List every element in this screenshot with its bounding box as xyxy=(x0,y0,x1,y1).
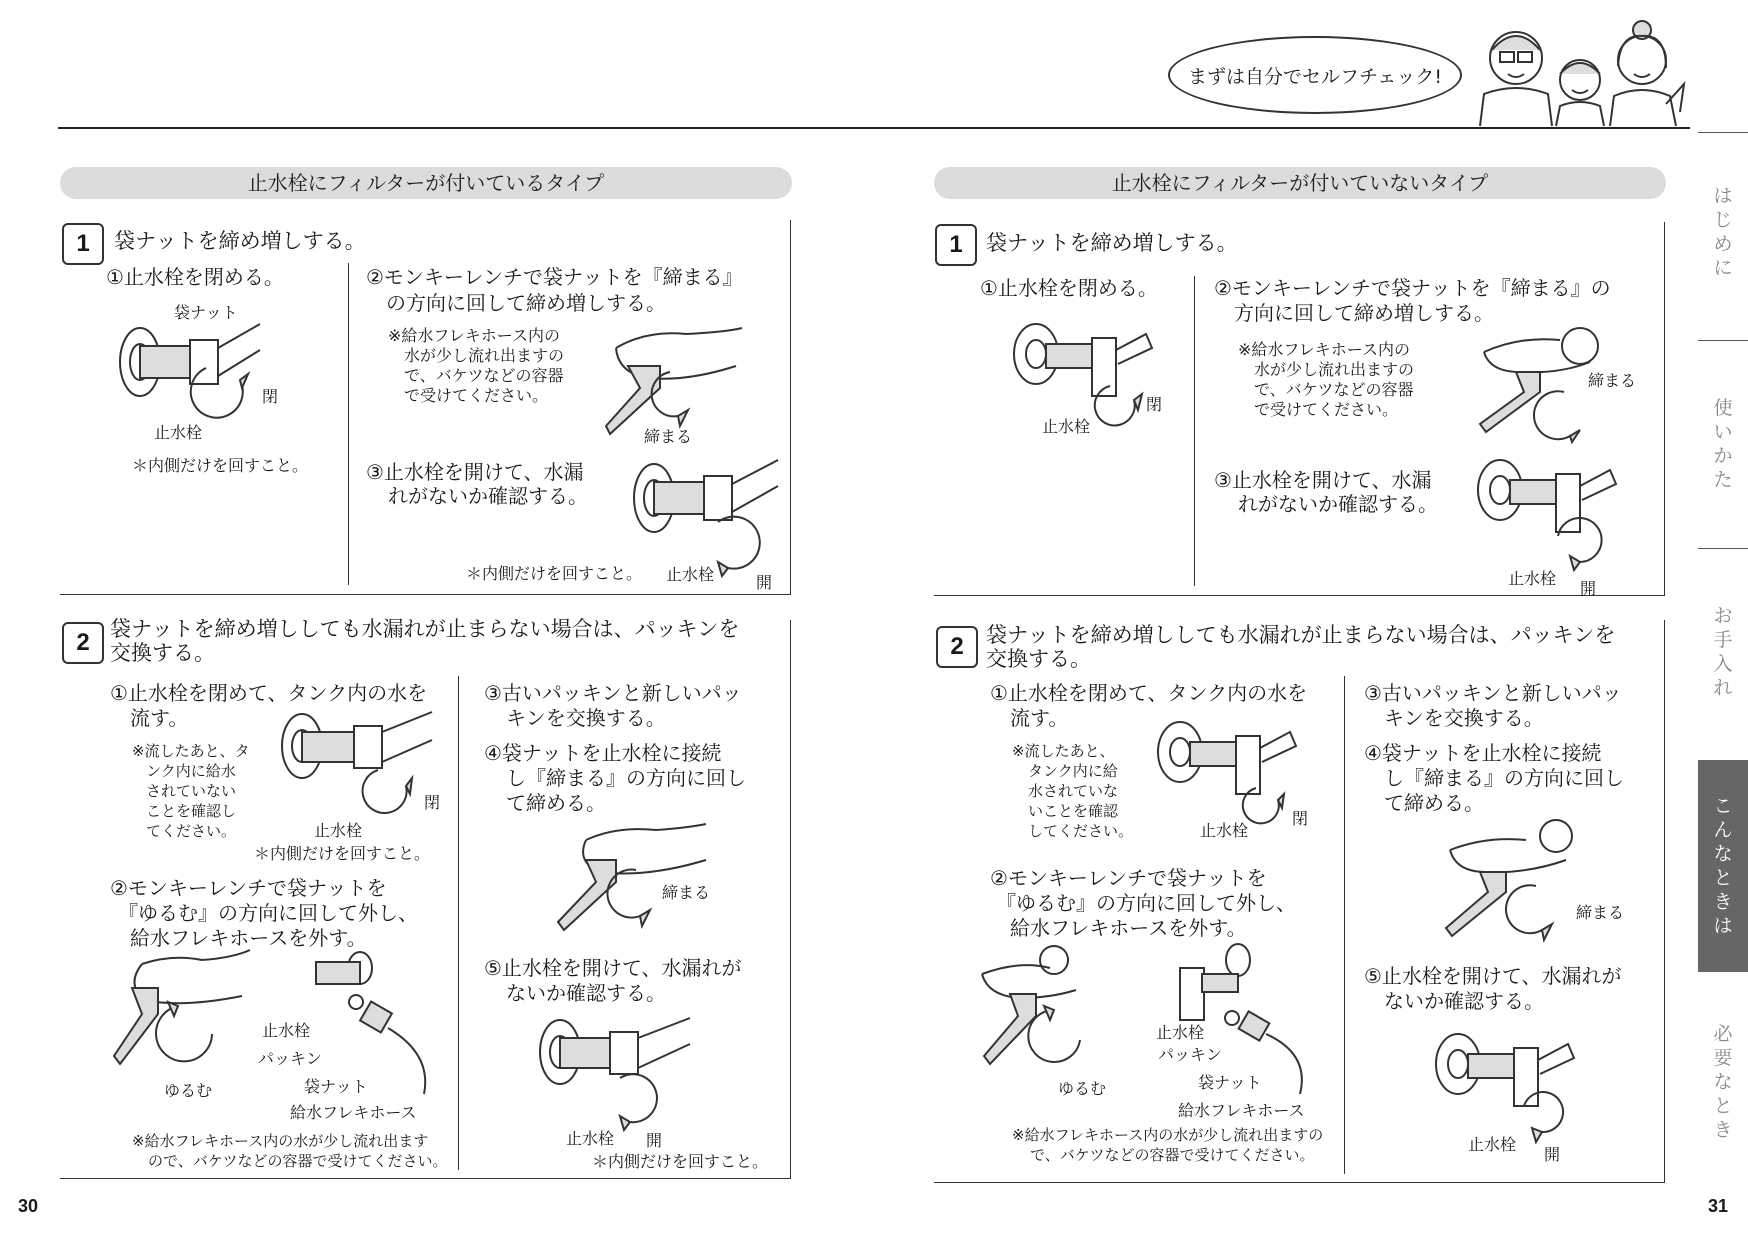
right-s2-b-lbl-hose: 給水フレキホース xyxy=(1178,1101,1305,1120)
right-s2-b-note1: ※給水フレキホース内の水が少し流れ出ますの xyxy=(1012,1126,1324,1144)
valve-close-illustration-2 xyxy=(272,706,442,816)
left-s2-a-note-3: されていない xyxy=(146,782,237,800)
valve-open-nofilter-illustration-2 xyxy=(1428,1030,1578,1150)
right-step2-number: 2 xyxy=(936,626,978,668)
left-s2-b-line2: 『ゆるむ』の方向に回して外し、 xyxy=(118,901,418,925)
left-s2-a-line2: 流す。 xyxy=(130,706,189,730)
speech-bubble-text: まずは自分でセルフチェック! xyxy=(1187,65,1443,88)
right-s1-a: ①止水栓を閉める。 xyxy=(980,276,1158,300)
left-s1-b-note-1: ※給水フレキホース内の xyxy=(388,326,560,345)
tab-label: は じ め に xyxy=(1713,185,1733,279)
left-s1-c-line2: れがないか確認する。 xyxy=(388,484,588,508)
left-step2-box-bottom xyxy=(60,1178,791,1179)
left-step1-a: ①止水栓を閉める。 xyxy=(106,265,284,289)
left-step1-number: 1 xyxy=(62,223,104,265)
right-s2-e-line1: ⑤止水栓を開けて、水漏れが xyxy=(1364,964,1622,988)
right-s2-b-lbl-loosen: ゆるむ xyxy=(1058,1079,1107,1098)
right-s1-b-note-4: で受けてください。 xyxy=(1254,400,1399,419)
left-s2-a-line1: ①止水栓を閉めて、タンク内の水を xyxy=(110,681,428,705)
right-s1-b-note-3: で、バケツなどの容器 xyxy=(1254,380,1414,399)
tab-label: こ ん な と き は xyxy=(1713,795,1733,937)
left-s2-e-line1: ⑤止水栓を開けて、水漏れが xyxy=(484,956,742,980)
tab-hajimeni[interactable] xyxy=(1698,184,1748,294)
right-step2-box-right xyxy=(1664,620,1665,1182)
tab-tsukaikata[interactable] xyxy=(1698,396,1748,506)
right-s2-a-note-3: 水されていな xyxy=(1028,782,1119,800)
left-s2-c-line2: キンを交換する。 xyxy=(506,706,666,730)
left-s1-lbl-tighten: 締まる xyxy=(644,427,693,446)
right-s2-e-lbl-valve: 止水栓 xyxy=(1468,1135,1517,1154)
right-s2-a-line1: ①止水栓を閉めて、タンク内の水を xyxy=(990,681,1308,705)
left-s2-title2: 交換する。 xyxy=(110,641,215,665)
left-s2-a-note2: ＊内側だけを回すこと。 xyxy=(254,844,431,863)
left-s2-a-lbl-valve: 止水栓 xyxy=(314,821,363,840)
left-s2-b-lbl-loosen: ゆるむ xyxy=(164,1081,213,1100)
right-s2-d-line2: し『締まる』の方向に回し xyxy=(1384,766,1624,790)
left-s1-c-note: ＊内側だけを回すこと。 xyxy=(466,564,643,583)
tab-divider-3 xyxy=(1698,548,1748,549)
right-s1-c-lbl-valve: 止水栓 xyxy=(1508,569,1557,588)
valve-open-nofilter-illustration xyxy=(1470,456,1630,576)
right-section-title: 止水栓にフィルターが付いていないタイプ xyxy=(934,167,1666,199)
valve-filter-illustration xyxy=(110,310,270,430)
right-step1-number: 1 xyxy=(935,224,977,266)
left-s2-d-line3: て締める。 xyxy=(506,791,606,815)
left-s2-e-note: ＊内側だけを回すこと。 xyxy=(592,1152,769,1171)
right-s1-lbl-tighten: 締まる xyxy=(1588,371,1637,390)
right-s2-b-lbl-nut: 袋ナット xyxy=(1198,1073,1262,1092)
speech-bubble xyxy=(1168,36,1462,114)
left-step2-box-right xyxy=(790,620,791,1178)
left-s2-b-lbl-hose: 給水フレキホース xyxy=(290,1103,417,1122)
right-s2-a-line2: 流す。 xyxy=(1010,706,1069,730)
valve-open-illustration-2 xyxy=(530,1012,700,1142)
family-illustration xyxy=(1470,14,1690,126)
right-s2-d-line3: て締める。 xyxy=(1384,791,1484,815)
left-s2-e-lbl-valve: 止水栓 xyxy=(566,1129,615,1148)
right-s2-a-lbl-close: 閉 xyxy=(1292,809,1309,828)
right-s2-b-lbl-valve: 止水栓 xyxy=(1156,1023,1205,1042)
left-s2-d-lbl-tighten: 締まる xyxy=(662,883,711,902)
right-s2-title2: 交換する。 xyxy=(986,647,1091,671)
left-s1-b-note-4: で受けてください。 xyxy=(404,386,549,405)
left-s2-a-note-1: ※流したあと、タ xyxy=(132,742,250,760)
left-s1-b-note-3: で、バケツなどの容器 xyxy=(404,366,564,385)
tab-konnatokiwa[interactable] xyxy=(1698,760,1748,972)
right-s1-b-line2: 方向に回して締め増しする。 xyxy=(1234,301,1494,325)
left-s2-b-line3: 給水フレキホースを外す。 xyxy=(130,926,367,950)
left-s1-b-line2: の方向に回して締め増しする。 xyxy=(386,291,666,315)
right-s2-a-note-5: してください。 xyxy=(1028,822,1134,840)
left-section-title: 止水栓にフィルターが付いているタイプ xyxy=(60,167,792,199)
right-s2-a-note-4: いことを確認 xyxy=(1028,802,1119,820)
left-s2-a-note-4: ことを確認し xyxy=(146,802,237,820)
right-s1-b-note-2: 水が少し流れ出ますの xyxy=(1254,360,1415,379)
left-s2-title1: 袋ナットを締め増ししても水漏れが止まらない場合は、パッキンを xyxy=(110,617,740,641)
left-s2-b-line1: ②モンキーレンチで袋ナットを xyxy=(110,876,387,900)
left-s2-b-note1: ※給水フレキホース内の水が少し流れ出ます xyxy=(132,1132,429,1150)
left-s2-e-lbl-open: 開 xyxy=(646,1131,663,1150)
tab-hitsuyounatoki[interactable] xyxy=(1698,1022,1748,1152)
right-s2-b-lbl-packing: パッキン xyxy=(1158,1045,1222,1064)
left-s1-c-line1: ③止水栓を開けて、水漏 xyxy=(366,460,584,484)
right-s2-e-line2: ないか確認する。 xyxy=(1384,989,1544,1013)
left-step1-box-bottom xyxy=(60,594,791,595)
page-number-left: 30 xyxy=(18,1196,39,1216)
left-step1-box-right xyxy=(790,220,791,594)
left-s2-b-note2: ので、バケツなどの容器で受けてください。 xyxy=(148,1152,448,1170)
right-step1-box-bottom xyxy=(934,595,1665,596)
left-s1-b-note-2: 水が少し流れ出ますの xyxy=(404,346,565,365)
right-s2-a-note-2: タンク内に給 xyxy=(1028,762,1118,780)
left-s2-a-note-2: ンク内に給水 xyxy=(146,762,236,780)
right-s2-b-note2: で、バケツなどの容器で受けてください。 xyxy=(1030,1146,1315,1164)
right-step2-box-bottom xyxy=(934,1182,1665,1183)
left-s2-b-lbl-nut: 袋ナット xyxy=(304,1077,368,1096)
left-s1-a-note: ＊内側だけを回すこと。 xyxy=(132,456,309,475)
right-s2-title1: 袋ナットを締め増ししても水漏れが止まらない場合は、パッキンを xyxy=(986,623,1616,647)
right-s2-a-note-1: ※流したあと、 xyxy=(1012,742,1115,760)
tab-label: 必 要 な と き xyxy=(1713,1023,1733,1141)
right-s2-d-lbl-tighten: 締まる xyxy=(1576,903,1625,922)
right-s1-b-line1: ②モンキーレンチで袋ナットを『締まる』の xyxy=(1214,276,1611,300)
left-s2-a-note-5: てください。 xyxy=(146,822,237,840)
left-step1-divider xyxy=(348,263,349,585)
right-step1-box-right xyxy=(1664,222,1665,595)
right-step1-title: 袋ナットを締め増しする。 xyxy=(986,231,1238,255)
tab-divider-1 xyxy=(1698,132,1748,133)
left-s2-a-lbl-close: 閉 xyxy=(424,793,441,812)
left-s1-c-lbl-valve: 止水栓 xyxy=(666,565,715,584)
page-number-right: 31 xyxy=(1708,1196,1729,1216)
left-s2-b-lbl-packing: パッキン xyxy=(258,1049,322,1068)
right-s2-b-line3: 給水フレキホースを外す。 xyxy=(1010,916,1247,940)
right-s1-c-line2: れがないか確認する。 xyxy=(1238,492,1438,516)
left-s2-b-lbl-valve: 止水栓 xyxy=(262,1021,311,1040)
left-s2-c-line1: ③古いパッキンと新しいパッ xyxy=(484,681,742,705)
reattach-tighten-nofilter-illustration xyxy=(1446,816,1616,946)
left-s2-d-line2: し『締まる』の方向に回し xyxy=(506,766,746,790)
left-s1-b-line1: ②モンキーレンチで袋ナットを『締まる』 xyxy=(366,265,743,289)
remove-hose-nofilter-illustration xyxy=(980,944,1320,1094)
left-s2-e-line2: ないか確認する。 xyxy=(506,981,666,1005)
left-s1-c-lbl-open: 開 xyxy=(756,573,773,592)
right-s2-a-lbl-valve: 止水栓 xyxy=(1200,821,1249,840)
right-s1-c-line1: ③止水栓を開けて、水漏 xyxy=(1214,468,1432,492)
tab-divider-2 xyxy=(1698,340,1748,341)
right-s1-c-lbl-open: 開 xyxy=(1580,579,1597,598)
left-s2-d-line1: ④袋ナットを止水栓に接続 xyxy=(484,741,722,765)
left-step1-title: 袋ナットを締め増しする。 xyxy=(114,229,366,253)
right-s1-lbl-close: 閉 xyxy=(1146,395,1163,414)
tab-label: 使 い か た xyxy=(1713,397,1733,491)
left-s1-lbl-close: 閉 xyxy=(262,387,279,406)
valve-close-nofilter-illustration-2 xyxy=(1150,718,1310,828)
left-s1-lbl-valve: 止水栓 xyxy=(154,423,203,442)
right-s2-d-line1: ④袋ナットを止水栓に接続 xyxy=(1364,741,1602,765)
right-step1-divider xyxy=(1194,276,1195,586)
right-s2-b-line2: 『ゆるむ』の方向に回して外し、 xyxy=(996,891,1296,915)
tab-label: お 手 入 れ xyxy=(1713,605,1733,699)
tab-oteire[interactable] xyxy=(1698,604,1748,714)
left-step2-divider xyxy=(458,676,459,1170)
right-s2-b-line1: ②モンキーレンチで袋ナットを xyxy=(990,866,1267,890)
right-s2-c-line1: ③古いパッキンと新しいパッ xyxy=(1364,681,1622,705)
left-step2-number: 2 xyxy=(62,622,104,664)
right-s1-b-note-1: ※給水フレキホース内の xyxy=(1238,340,1410,359)
right-s1-lbl-valve: 止水栓 xyxy=(1042,417,1091,436)
left-s1-lbl-nut: 袋ナット xyxy=(174,303,238,322)
right-s2-c-line2: キンを交換する。 xyxy=(1384,706,1544,730)
header-rule xyxy=(58,127,1690,129)
right-step2-divider xyxy=(1344,676,1345,1174)
right-s2-e-lbl-open: 開 xyxy=(1544,1145,1561,1164)
